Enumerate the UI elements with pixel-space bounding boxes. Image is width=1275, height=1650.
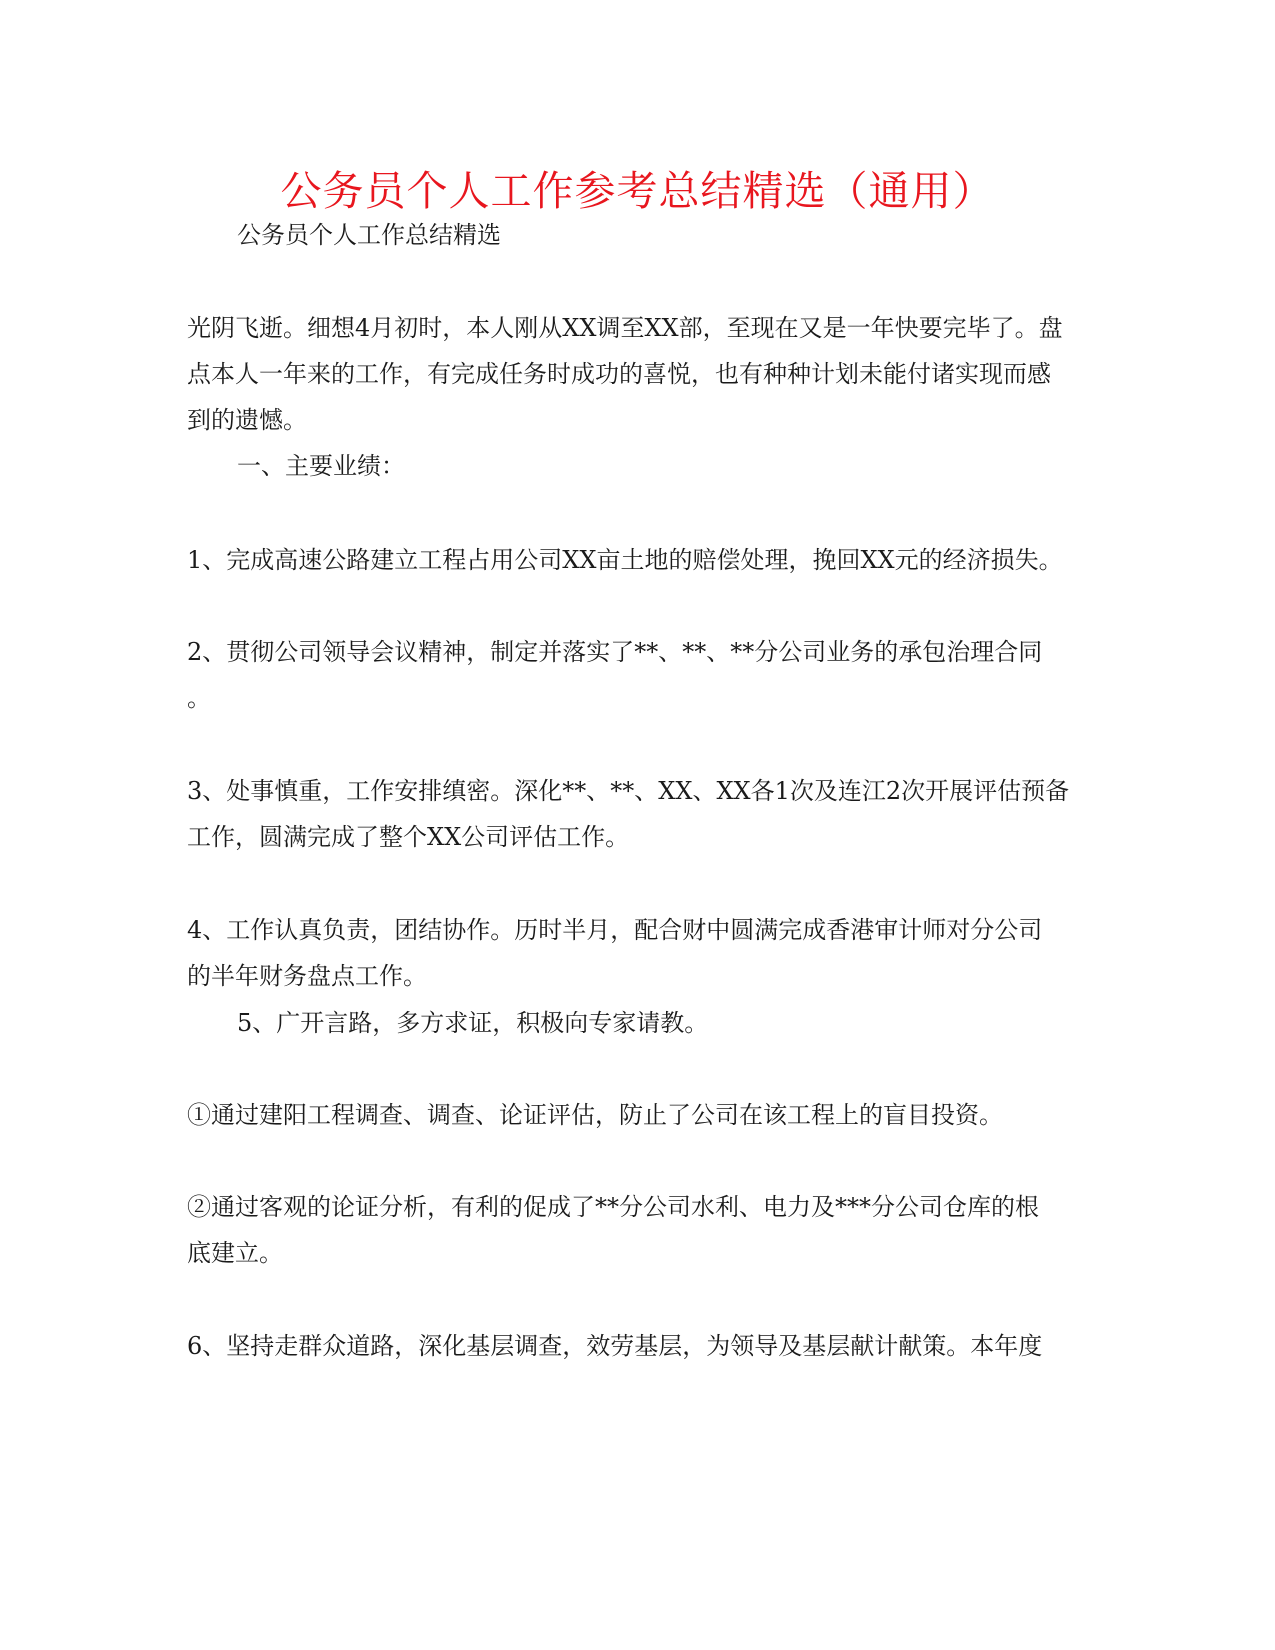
sub-list-item: ①通过建阳工程调查、调查、论证评估，防止了公司在该工程上的盲目投资。 [187, 1101, 1003, 1129]
list-item: 4、工作认真负责，团结协作。历时半月，配合财中圆满完成香港审计师对分公司 [187, 916, 1043, 944]
document-subtitle: 公务员个人工作总结精选 [237, 221, 501, 249]
paragraph-line: 到的遗憾。 [187, 406, 307, 434]
paragraph-line: 光阴飞逝。细想4月初时，本人刚从XX调至XX部，至现在又是一年快要完毕了。盘 [187, 314, 1063, 342]
list-item: 3、处事慎重，工作安排缜密。深化**、**、XX、XX各1次及连江2次开展评估预备 [187, 777, 1070, 805]
paragraph-line: 。 [187, 684, 211, 712]
paragraph-line: 工作，圆满完成了整个XX公司评估工作。 [187, 823, 630, 851]
list-item: 6、坚持走群众道路，深化基层调查，效劳基层，为领导及基层献计献策。本年度 [187, 1332, 1043, 1360]
paragraph-line: 的半年财务盘点工作。 [187, 962, 427, 990]
list-item: 5、广开言路，多方求证，积极向专家请教。 [237, 1009, 709, 1037]
sub-list-item: ②通过客观的论证分析，有利的促成了**分公司水利、电力及***分公司仓库的根 [187, 1193, 1039, 1221]
document-title: 公务员个人工作参考总结精选（通用） [280, 167, 995, 215]
list-item: 1、完成高速公路建立工程占用公司XX亩土地的赔偿处理，挽回XX元的经济损失。 [187, 546, 1063, 574]
paragraph-line: 底建立。 [187, 1239, 283, 1267]
paragraph-line: 点本人一年来的工作，有完成任务时成功的喜悦，也有种种计划未能付诸实现而感 [187, 360, 1051, 388]
section-heading: 一、主要业绩： [237, 452, 405, 480]
list-item: 2、贯彻公司领导会议精神，制定并落实了**、**、**分公司业务的承包治理合同 [187, 638, 1043, 666]
